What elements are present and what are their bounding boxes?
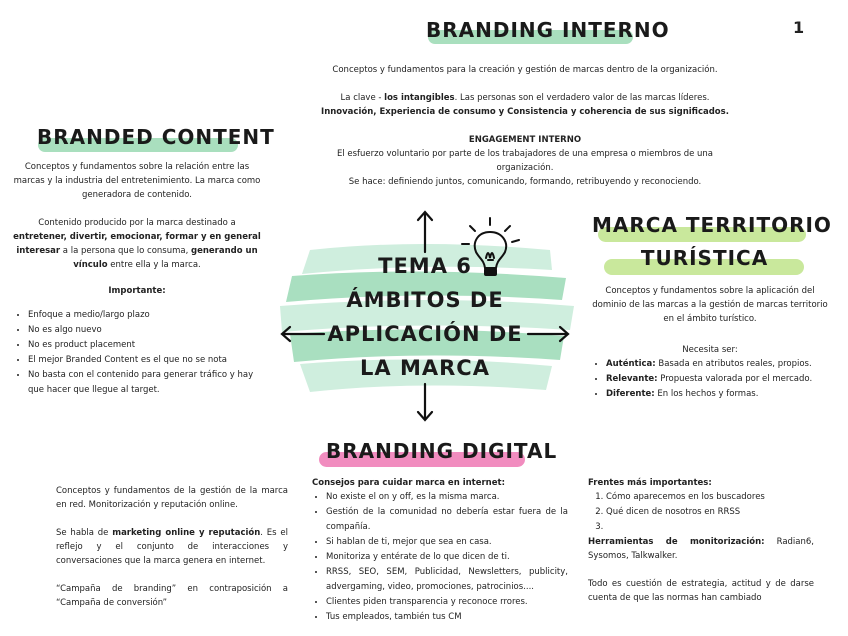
list-item: • No existe el on y off, es la misma marca. bbox=[326, 490, 568, 505]
center-title-line: TEMA 6 bbox=[378, 254, 472, 278]
tips-title: Consejos para cuidar marca en internet: bbox=[312, 478, 505, 488]
list-item: • RRSS, SEO, SEM, Publicidad, Newsletters, publicity, advergaming, video, promociones, patrocinios.... bbox=[326, 565, 568, 595]
branding-interno-key-line2: Innovación, Experiencia de consumo y Consistencia y coherencia de sus significados. bbox=[321, 107, 729, 117]
marca-territorio-title-1: MARCA TERRITORIO bbox=[592, 213, 832, 237]
branded-content-intro: Conceptos y fundamentos sobre la relación entre las marcas y la industria del entretenimiento. La marca como generadora de contenido. bbox=[13, 162, 261, 200]
branding-digital-tips bbox=[312, 476, 568, 625]
branding-digital-intro: Conceptos y fundamentos de la gestión de la marca en red. Monitorización y reputación online. bbox=[56, 486, 288, 510]
engagement-how: Se hace: definiendo juntos, comunicando, formando, retribuyendo y reconociendo. bbox=[348, 177, 702, 187]
list-item: • Diferente: En los hechos y formas. bbox=[606, 387, 842, 402]
list-item: • No es product placement bbox=[28, 338, 264, 353]
closing-text: Todo es cuestión de estrategia, actitud y de darse cuenta de que las normas han cambiado bbox=[588, 579, 814, 603]
marca-territorio-intro: Conceptos y fundamentos sobre la aplicación del dominio de las marcas a la gestión de marcas territorio en el ámbito turístico. bbox=[592, 286, 828, 324]
list-item: 2. Qué dicen de nosotros en RRSS bbox=[606, 505, 814, 520]
tools: Herramientas de monitorización: Radian6, Sysomos, Talkwalker. bbox=[588, 537, 815, 561]
arrow-left-icon bbox=[280, 324, 326, 344]
branding-digital-marketing: Se habla de marketing online y reputación. Es el reflejo y el conjunto de interacciones y conversaciones que la marca genera en internet. bbox=[56, 528, 288, 566]
branding-interno-title: BRANDING INTERNO bbox=[426, 18, 670, 42]
list-item: • Tus empleados, también tus CM bbox=[326, 610, 568, 625]
needs-title: Necesita ser: bbox=[682, 345, 738, 355]
list-item bbox=[606, 520, 814, 535]
branded-content-definition: Contenido producido por la marca destinado a entretener, divertir, emocionar, formar y en general interesar a la persona que lo consuma, generando un vínculo entre ella y la marca. bbox=[13, 218, 261, 270]
important-title: Importante: bbox=[108, 286, 166, 296]
arrow-up-icon bbox=[415, 210, 435, 254]
list-item: • Relevante: Propuesta valorada por el mercado. bbox=[606, 372, 842, 387]
center-title-line: LA MARCA bbox=[360, 356, 490, 380]
list-item: • El mejor Branded Content es el que no se nota bbox=[28, 353, 264, 368]
engagement-title: ENGAGEMENT INTERNO bbox=[468, 135, 582, 145]
engagement-text: El esfuerzo voluntario por parte de los trabajadores de una empresa o miembros de una organización. bbox=[336, 149, 714, 173]
branded-content-title: BRANDED CONTENT bbox=[37, 125, 275, 149]
needs-list bbox=[592, 357, 842, 402]
list-item: • Auténtica: Basada en atributos reales, propios. bbox=[606, 357, 842, 372]
center-title-line: APLICACIÓN DE bbox=[327, 322, 523, 346]
marca-territorio-title-2: TURÍSTICA bbox=[640, 246, 769, 270]
page-number: 1 bbox=[793, 18, 805, 37]
list-item: • No basta con el contenido para generar tráfico y hay que hacer que llegue al target. bbox=[28, 368, 264, 398]
center-title-line: ÁMBITOS DE bbox=[346, 288, 504, 312]
branding-interno-key: La clave - los intangibles. Las personas son el verdadero valor de las marcas líderes. bbox=[340, 93, 710, 103]
branding-digital-left bbox=[56, 484, 288, 610]
branding-interno-intro: Conceptos y fundamentos para la creación y gestión de marcas dentro de la organización. bbox=[332, 65, 718, 75]
list-item: 1. Cómo aparecemos en los buscadores bbox=[606, 490, 814, 505]
arrow-right-icon bbox=[526, 324, 570, 344]
important-list bbox=[14, 308, 264, 398]
list-item: • No es algo nuevo bbox=[28, 323, 264, 338]
lightbulb-icon bbox=[458, 214, 524, 284]
list-item: • Monitoriza y entérate de lo que dicen de ti. bbox=[326, 550, 568, 565]
list-item: • Si hablan de ti, mejor que sea en casa. bbox=[326, 535, 568, 550]
list-item: • Clientes piden transparencia y reconoce rrores. bbox=[326, 595, 568, 610]
branding-interno-body bbox=[300, 63, 750, 189]
arrow-down-icon bbox=[415, 382, 435, 422]
branding-digital-title: BRANDING DIGITAL bbox=[326, 439, 558, 463]
list-item: • Gestión de la comunidad no debería estar fuera de la compañía. bbox=[326, 505, 568, 535]
list-item: • Enfoque a medio/largo plazo bbox=[28, 308, 264, 323]
branding-digital-campaign: “Campaña de branding” en contraposición a “Campaña de conversión” bbox=[56, 584, 288, 608]
branded-content-body bbox=[12, 160, 262, 298]
fronts-title: Frentes más importantes: bbox=[588, 478, 712, 488]
branding-digital-right bbox=[588, 476, 814, 605]
